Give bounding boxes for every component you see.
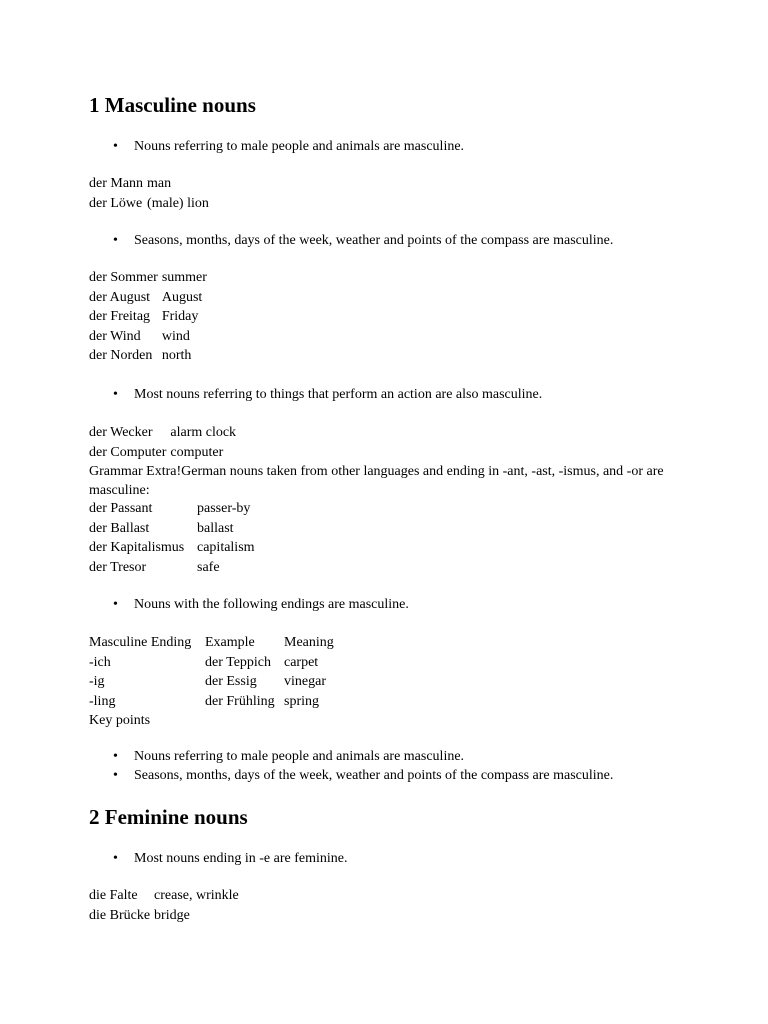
english-meaning: ballast bbox=[197, 520, 234, 536]
german-word: der Kapitalismus bbox=[89, 540, 185, 556]
english-meaning: summer bbox=[161, 270, 207, 285]
english-meaning: north bbox=[161, 348, 192, 364]
table-cell: der Teppich bbox=[205, 654, 272, 670]
german-word: der Passant bbox=[89, 501, 153, 516]
english-meaning: crease, wrinkle bbox=[154, 888, 239, 903]
german-word: der August bbox=[89, 289, 151, 305]
bullet-dot-icon: • bbox=[113, 139, 118, 154]
table-cell: der Essig bbox=[205, 674, 257, 690]
list-item: • Seasons, months, days of the week, weather and points of the compass are masculine. bbox=[89, 232, 613, 251]
german-word: der Norden bbox=[89, 348, 153, 364]
german-word: die Brücke bbox=[89, 907, 151, 923]
table-row bbox=[89, 288, 211, 308]
example-table bbox=[89, 423, 240, 462]
table-row bbox=[89, 307, 211, 327]
table-row bbox=[89, 423, 240, 443]
table-row bbox=[89, 692, 338, 712]
example-table bbox=[89, 174, 213, 213]
endings-table bbox=[89, 633, 338, 711]
german-word: die Falte bbox=[89, 888, 138, 903]
table-row bbox=[89, 519, 259, 539]
table-cell: vinegar bbox=[284, 674, 326, 690]
english-meaning: passer-by bbox=[197, 501, 251, 516]
table-cell: carpet bbox=[284, 654, 319, 670]
bullet-list bbox=[89, 596, 409, 615]
table-row bbox=[89, 886, 243, 906]
bullet-dot-icon: • bbox=[113, 851, 118, 866]
table-cell: -ig bbox=[89, 674, 105, 690]
list-item: • Nouns referring to male people and animals are masculine. bbox=[89, 138, 464, 157]
column-header: Masculine Ending bbox=[89, 635, 192, 650]
german-word: der Sommer bbox=[89, 270, 158, 285]
german-word: der Mann bbox=[89, 176, 144, 191]
bullet-dot-icon: • bbox=[113, 749, 118, 764]
table-cell: der Frühling bbox=[205, 693, 275, 709]
english-meaning: bridge bbox=[154, 907, 190, 923]
german-word: der Löwe bbox=[89, 195, 143, 211]
section-heading-masculine: 1 Masculine nouns bbox=[89, 93, 256, 117]
table-row bbox=[89, 443, 240, 463]
column-header: Meaning bbox=[284, 635, 334, 650]
english-meaning: alarm clock bbox=[170, 425, 237, 440]
table-row bbox=[89, 538, 259, 558]
english-meaning: safe bbox=[197, 559, 220, 575]
bullet-list bbox=[89, 232, 613, 251]
list-item: • Nouns with the following endings are masculine. bbox=[89, 596, 409, 615]
table-row bbox=[89, 194, 213, 214]
english-meaning: (male) lion bbox=[147, 195, 209, 211]
german-word: der Computer bbox=[89, 444, 167, 460]
german-word: der Freitag bbox=[89, 309, 151, 325]
example-table bbox=[89, 886, 243, 925]
list-item: • Most nouns referring to things that perform an action are also masculine. bbox=[89, 386, 542, 405]
german-word: der Wecker bbox=[89, 425, 153, 440]
table-row bbox=[89, 174, 213, 194]
english-meaning: capitalism bbox=[197, 540, 255, 556]
table-row bbox=[89, 653, 338, 673]
column-header: Example bbox=[205, 635, 255, 650]
section-heading-feminine: 2 Feminine nouns bbox=[89, 805, 248, 829]
table-cell: -ling bbox=[89, 693, 116, 709]
table-row bbox=[89, 346, 211, 366]
example-table bbox=[89, 499, 259, 577]
english-meaning: man bbox=[147, 176, 172, 191]
english-meaning: Friday bbox=[161, 309, 199, 325]
list-item: • Most nouns ending in -e are feminine. bbox=[89, 850, 347, 869]
table-row bbox=[89, 672, 338, 692]
key-points-list bbox=[89, 748, 613, 785]
table-cell: -ich bbox=[89, 654, 111, 670]
table-row bbox=[89, 906, 243, 926]
table-row bbox=[89, 499, 259, 519]
bullet-dot-icon: • bbox=[113, 233, 118, 248]
table-row bbox=[89, 327, 211, 347]
table-row bbox=[89, 268, 211, 288]
example-table bbox=[89, 268, 211, 366]
bullet-list bbox=[89, 138, 464, 157]
english-meaning: wind bbox=[161, 328, 190, 344]
table-row bbox=[89, 558, 259, 578]
german-word: der Tresor bbox=[89, 559, 147, 575]
english-meaning: August bbox=[161, 289, 203, 305]
bullet-list bbox=[89, 850, 347, 869]
german-word: der Ballast bbox=[89, 520, 150, 536]
table-header-row bbox=[89, 633, 338, 653]
key-points-label: Key points bbox=[89, 713, 151, 728]
bullet-dot-icon: • bbox=[113, 387, 118, 402]
english-meaning: computer bbox=[170, 444, 224, 460]
grammar-extra-paragraph: Grammar Extra!German nouns taken from other languages and ending in -ant, -ast, -ismus, and -or are masculine: bbox=[89, 464, 664, 498]
bullet-dot-icon: • bbox=[113, 767, 118, 783]
list-item: • Nouns referring to male people and animals are masculine. bbox=[89, 748, 613, 767]
german-word: der Wind bbox=[89, 328, 141, 344]
bullet-list bbox=[89, 386, 542, 405]
table-cell: spring bbox=[284, 693, 319, 709]
bullet-dot-icon: • bbox=[113, 597, 118, 612]
list-item: • Seasons, months, days of the week, weather and points of the compass are masculine. bbox=[89, 767, 613, 786]
